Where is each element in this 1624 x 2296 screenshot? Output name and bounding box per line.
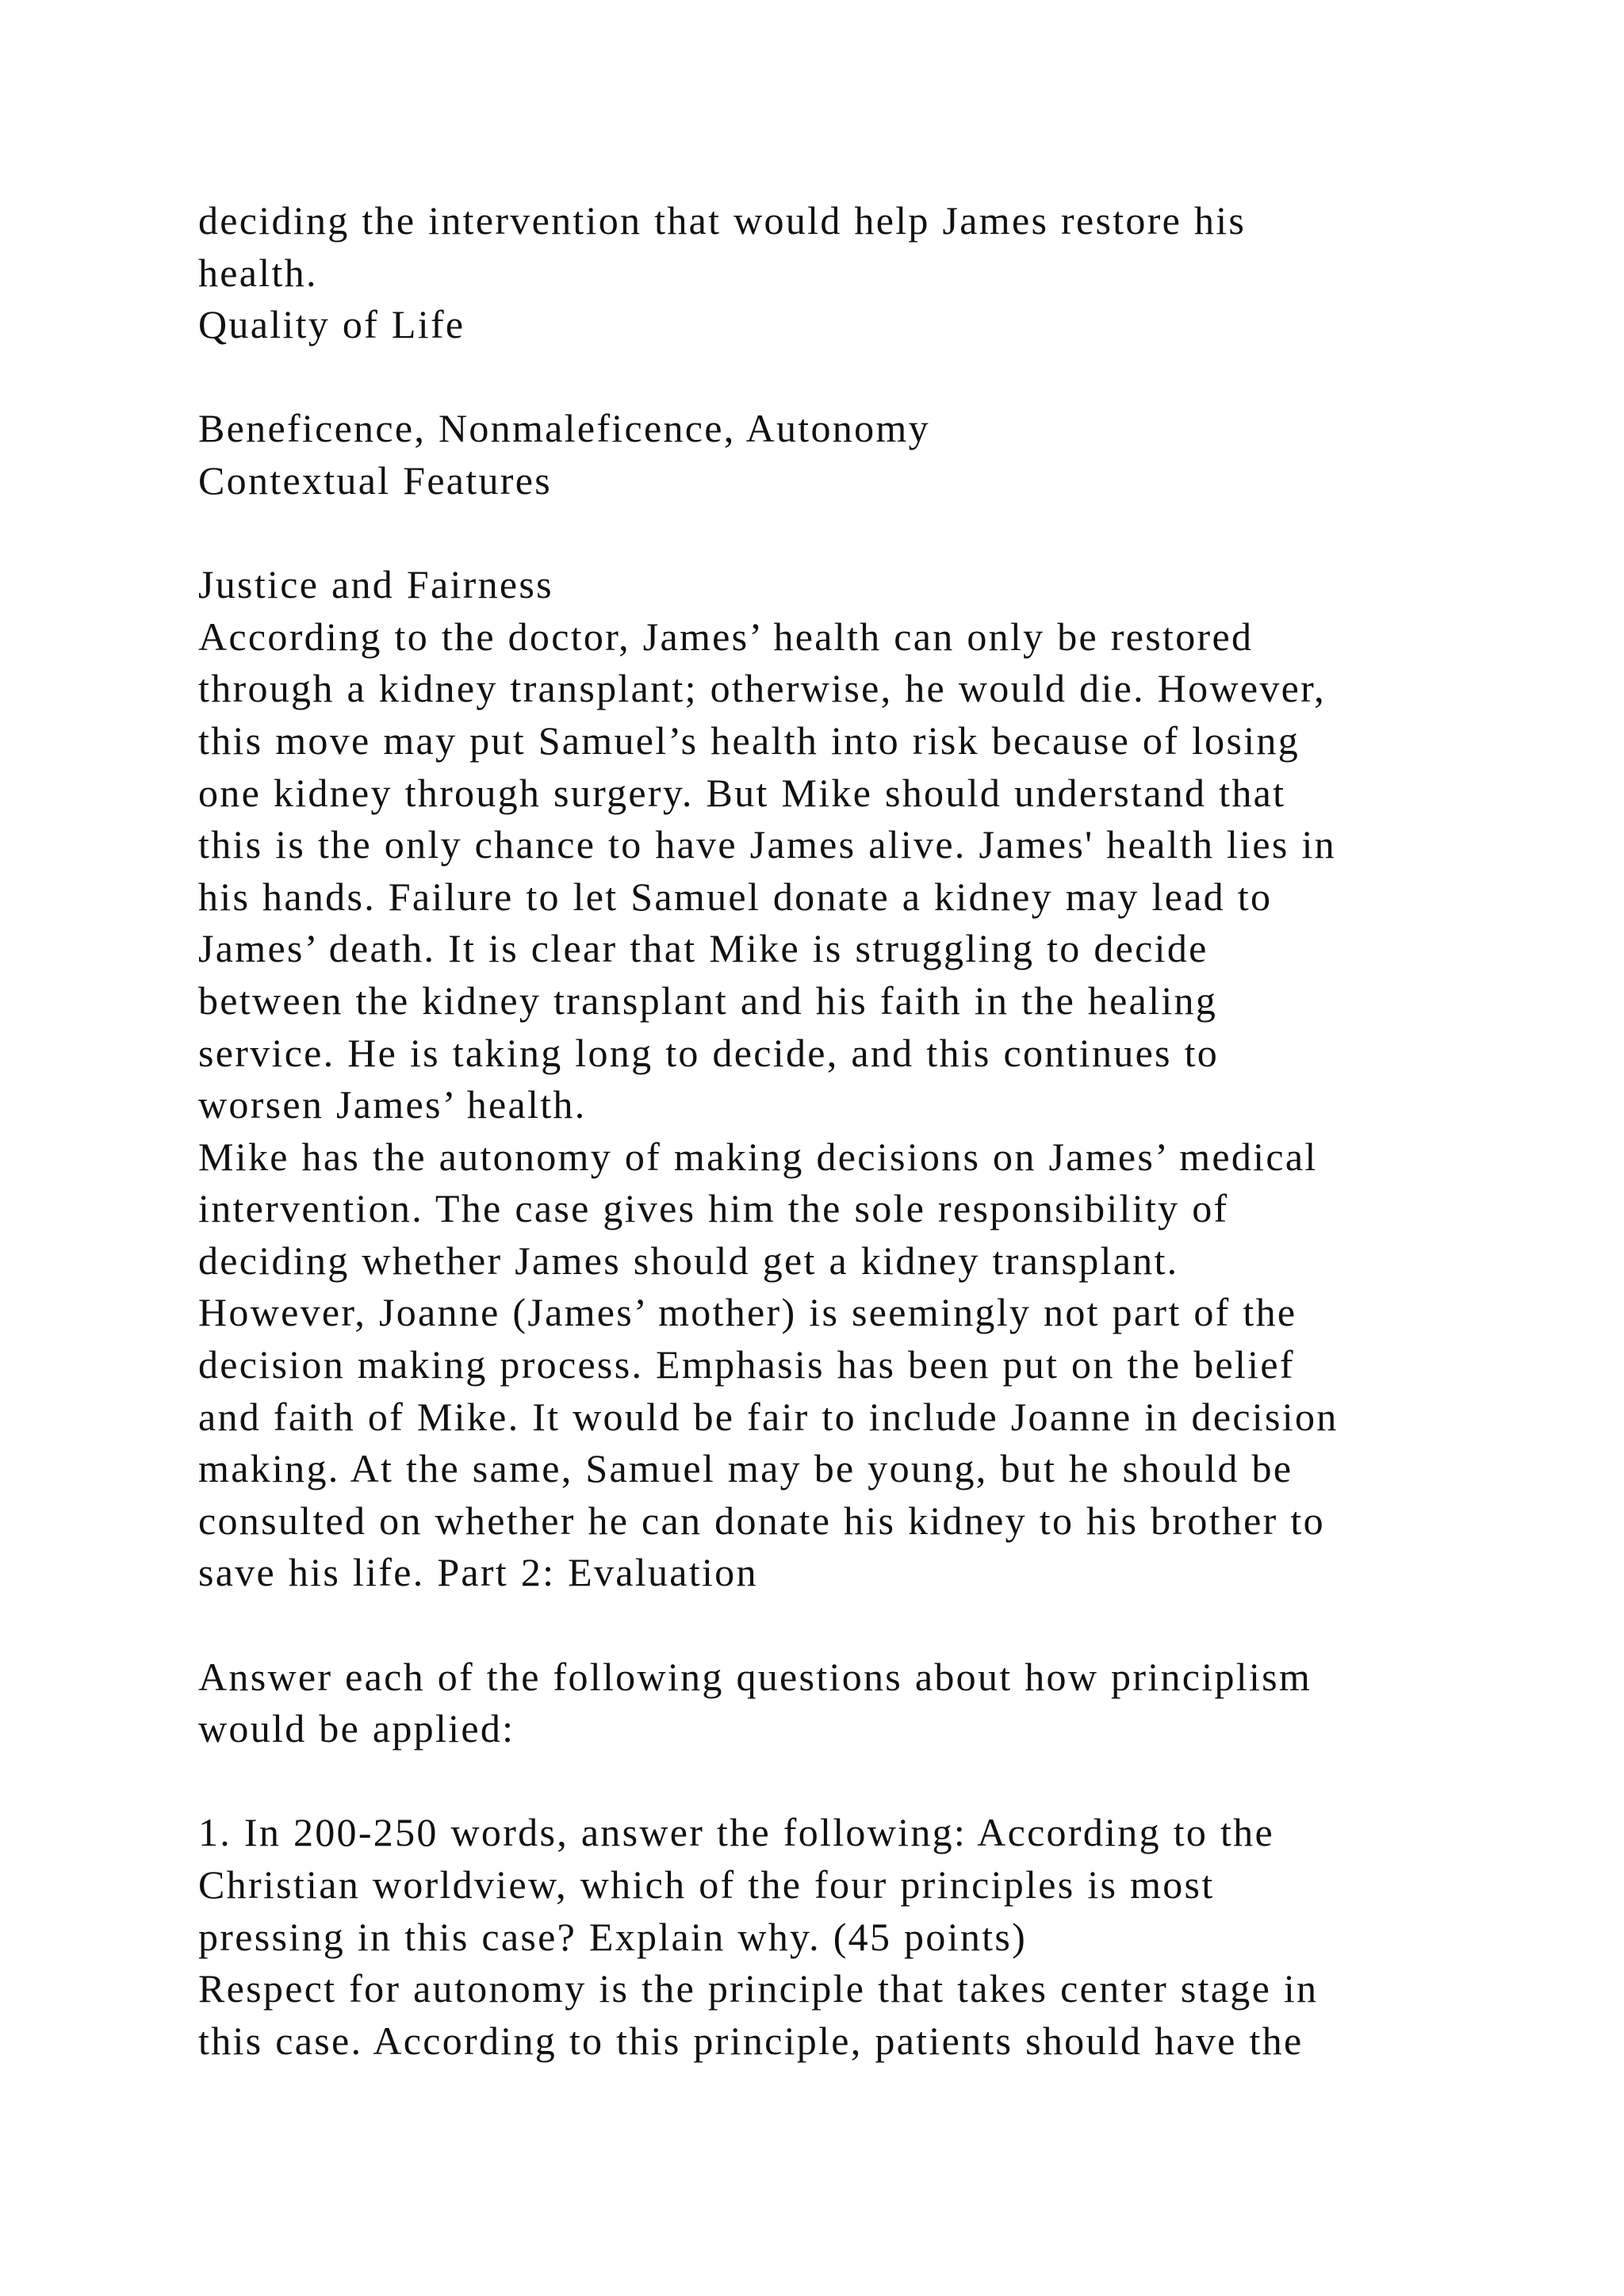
text-line: Justice and Fairness	[198, 562, 553, 607]
text-line: this move may put Samuel’s health into risk because of losing	[198, 718, 1300, 763]
text-line: According to the doctor, James’ health can only be restored	[198, 614, 1254, 659]
section-heading-contextual-features: Contextual Features	[198, 457, 552, 503]
text-line: and faith of Mike. It would be fair to include Joanne in decision	[198, 1394, 1339, 1439]
text-line: James’ death. It is clear that Mike is struggling to decide	[198, 926, 1208, 971]
blank-line	[198, 507, 1610, 560]
text-line: making. At the same, Samuel may be young, but he should be	[198, 1446, 1293, 1491]
text-line: health.	[198, 250, 318, 295]
text-line: worsen James’ health.	[198, 1082, 587, 1127]
text-line: between the kidney transplant and his faith in the healing	[198, 978, 1218, 1023]
question-line: 1. In 200-250 words, answer the following: According to the	[198, 1810, 1274, 1855]
text-line: However, Joanne (James’ mother) is seemingly not part of the	[198, 1290, 1297, 1335]
question-line: Christian worldview, which of the four principles is most	[198, 1862, 1215, 1907]
text-line: deciding the intervention that would help James restore his	[198, 198, 1247, 243]
text-line: his hands. Failure to let Samuel donate a kidney may lead to	[198, 874, 1273, 919]
text-line: intervention. The case gives him the sole responsibility of	[198, 1186, 1229, 1231]
text-line: consulted on whether he can donate his kidney to his brother to	[198, 1498, 1325, 1543]
text-line: deciding whether James should get a kidney transplant.	[198, 1238, 1179, 1283]
text-line: through a kidney transplant; otherwise, he would die. However,	[198, 666, 1326, 711]
blank-line	[198, 1599, 1610, 1651]
text-line: this is the only chance to have James alive. James' health lies in	[198, 822, 1336, 867]
text-line: Answer each of the following questions about how principlism	[198, 1654, 1312, 1699]
blank-line	[198, 1755, 1610, 1808]
section-heading-quality-of-life: Quality of Life	[198, 302, 465, 347]
blank-line	[198, 351, 1610, 404]
text-line: Beneficence, Nonmaleficence, Autonomy	[198, 406, 930, 451]
question-line: pressing in this case? Explain why. (45 points)	[198, 1914, 1028, 1959]
text-line: Respect for autonomy is the principle that takes center stage in	[198, 1966, 1319, 2011]
text-line: one kidney through surgery. But Mike should understand that	[198, 770, 1286, 815]
text-line: decision making process. Emphasis has been put on the belief	[198, 1342, 1295, 1387]
text-line: this case. According to this principle, patients should have the	[198, 2018, 1304, 2063]
text-line: Mike has the autonomy of making decisions on James’ medical	[198, 1134, 1318, 1179]
text-line: would be applied:	[198, 1706, 515, 1751]
text-line: service. He is taking long to decide, and this continues to	[198, 1030, 1220, 1075]
document-text	[198, 195, 1610, 2067]
text-line: save his life. Part 2: Evaluation	[198, 1550, 758, 1595]
